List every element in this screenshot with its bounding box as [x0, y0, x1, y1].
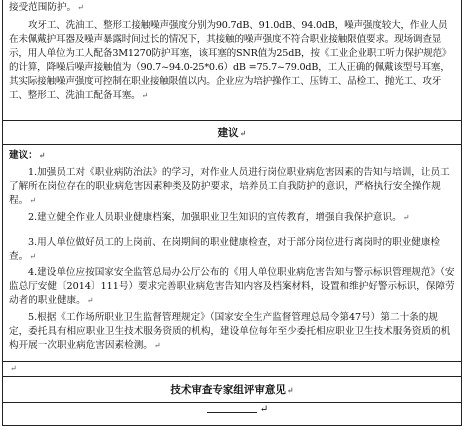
paragraph-mark-icon: ↵ [29, 196, 36, 205]
paragraph-mark-icon: ↵ [402, 213, 410, 222]
paragraph-mark-icon: ↵ [29, 252, 36, 261]
suggestion-item: 1.加强员工对《职业病防治法》的学习，对作业人员进行岗位职业病危害因素的告知与培训，让员工了解所在岗位存在的职业病危害因素种类及防护要求，培养员工自我防护的意识，严格执行安全操作规程。↵ [9, 167, 450, 206]
signature-line [207, 412, 257, 413]
paragraph-mark-icon: ↵ [153, 341, 161, 350]
noise-paragraph: 攻牙工、洗油工、整形工接触噪声强度分别为90.7dB、91.0dB、94.0dB，噪声强度较大，作业人员在未佩戴护耳器及噪声暴露时间过长的情况下，其接触的噪声强度不符合职业接触限值要求。现场调查显示，用人单位为工人配备3M1270防护耳塞，该耳塞的SNR值为25dB，按《工业企业职工听力保护规范》的计算，降噪后噪声接触值为（90.7~94.0-25*0.6）dB =75.7~79.0dB，工人正确的佩戴该型号耳塞，其实际接触噪声强度可控制在职业接触限值以内。企业应为培护操作工、压铸工、品检工、抛光工、攻牙工、整形工、洗油工配备耳塞。↵ [9, 20, 452, 101]
suggestion-item: 4.建设单位应按国家安全监管总局办公厅公布的《用人单位职业病危害告知与警示标识管理规范》（安监总厅安健〔2014〕111号）要求完善职业病危害告知内容及档案材料，设置和维护好警示标识，保障劳动者的职业健康。↵ [9, 267, 455, 306]
divider [3, 144, 461, 145]
paragraph-mark-icon: ↵ [239, 128, 247, 138]
divider [3, 376, 461, 377]
suggestions-heading: 建议↵ [217, 127, 247, 139]
paragraph-mark-icon: ↵ [259, 404, 269, 415]
suggestions-label: 建议：↵ [9, 150, 46, 161]
paragraph-mark-icon: ↵ [86, 296, 94, 305]
paragraph-mark-icon: ↵ [10, 364, 17, 373]
suggestion-item: 5.根据《工作场所职业卫生监督管理规定》（国家安全生产监督管理总局令第47号）第二十条的规定，委托具有相应职业卫生技术服务资质的机构，建设单位每年至少委托相应职业卫生技术服务资质的机构开展一次职业病危害因素检测。↵ [9, 312, 451, 351]
table-frame [2, 0, 462, 426]
suggestion-item: 3.用人单位做好员工的上岗前、在岗期间的职业健康检查，对于部分岗位进行离岗时的职业健康检查。↵ [9, 237, 441, 262]
divider [3, 402, 461, 403]
paragraph-mark-icon: ↵ [77, 3, 84, 12]
suggestion-item: 2.建立健全作业人员职业健康档案，加强职业卫生知识的宣传教育，增强自我保护意识。↵ [28, 212, 410, 223]
divider [3, 120, 461, 121]
empty-row [9, 362, 455, 376]
paragraph-mark-icon: ↵ [38, 150, 46, 160]
top-line: 接受范围防护。↵ [9, 2, 84, 13]
review-heading: 技术审查专家组评审意见↵ [170, 384, 294, 396]
paragraph-mark-icon: ↵ [286, 385, 294, 395]
paragraph-mark-icon: ↵ [141, 91, 149, 100]
